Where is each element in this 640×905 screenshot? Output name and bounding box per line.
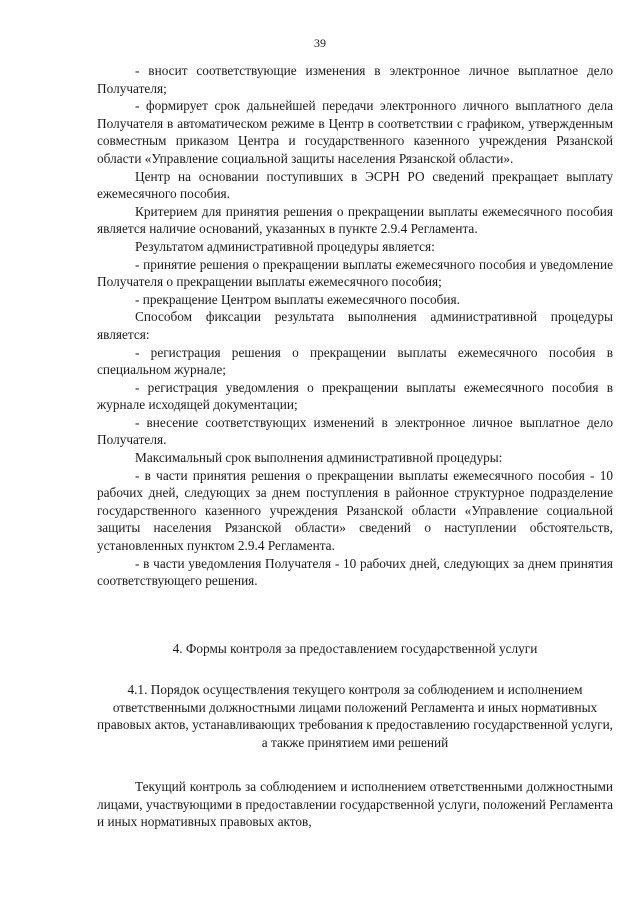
paragraph: Центр на основании поступивших в ЭСРН РО сведений прекращает выплату ежемесячного пособия.	[97, 168, 613, 202]
paragraph: - регистрация решения о прекращении выплаты ежемесячного пособия в специальном журнале;	[97, 344, 613, 378]
paragraph: - принятие решения о прекращении выплаты ежемесячного пособия и уведомление Получателя о прекращении выплаты ежемесячного пособия;	[97, 256, 613, 290]
paragraph: - в части принятия решения о прекращении выплаты ежемесячного пособия - 10 рабочих дней, следующих за днем поступления в районное структурное подразделение государственного казенного учреждения Рязанской области «Управление социальной защиты населения Рязанской области» сведений о наступлении обстоятельств, установленных пунктом 2.9.4 Регламента.	[97, 467, 613, 554]
page-number: 39	[314, 36, 326, 50]
paragraph: - вносит соответствующие изменения в электронное личное выплатное дело Получателя;	[97, 63, 613, 96]
paragraph: - прекращение Центром выплаты ежемесячного пособия.	[135, 291, 460, 307]
paragraph: Критерием для принятия решения о прекращении выплаты ежемесячного пособия является наличие оснований, указанных в пункте 2.9.4 Регламента.	[97, 203, 613, 237]
procedure-text	[97, 62, 613, 590]
paragraph: - внесение соответствующих изменений в электронное личное выплатное дело Получателя.	[97, 414, 613, 448]
paragraph: - в части уведомления Получателя - 10 рабочих дней, следующих за днем принятия соответствующего решения.	[97, 555, 613, 589]
paragraph: Способом фиксации результата выполнения административной процедуры является:	[97, 309, 613, 342]
final-paragraph-block	[97, 778, 613, 831]
paragraph: Результатом административной процедуры является:	[135, 238, 435, 254]
section-heading: 4. Формы контроля за предоставлением государственной услуги	[172, 641, 538, 656]
paragraph: Максимальный срок выполнения административной процедуры:	[135, 450, 503, 466]
subsection-heading: 4.1. Порядок осуществления текущего контроля за соблюдением и исполнением ответственными должностными лицами положений Регламента и иных нормативных правовых актов, устанавливающих требования к предоставлению государственной услуги, а также принятием ими решений	[97, 682, 614, 750]
paragraph: - формирует срок дальнейшей передачи электронного личного выплатного дела Получателя в автоматическом режиме в Центр в соответствии с графиком, утвержденным совместным приказом Центра и государственного казенного учреждения Рязанской области «Управление социальной защиты населения Рязанской области».	[97, 98, 613, 166]
paragraph: - регистрация уведомления о прекращении выплаты ежемесячного пособия в журнале исходящей документации;	[97, 379, 613, 413]
paragraph: Текущий контроль за соблюдением и исполнением ответственными должностными лицами, участвующими в предоставлении государственной услуги, положений Регламента и иных нормативных правовых актов,	[97, 779, 613, 830]
